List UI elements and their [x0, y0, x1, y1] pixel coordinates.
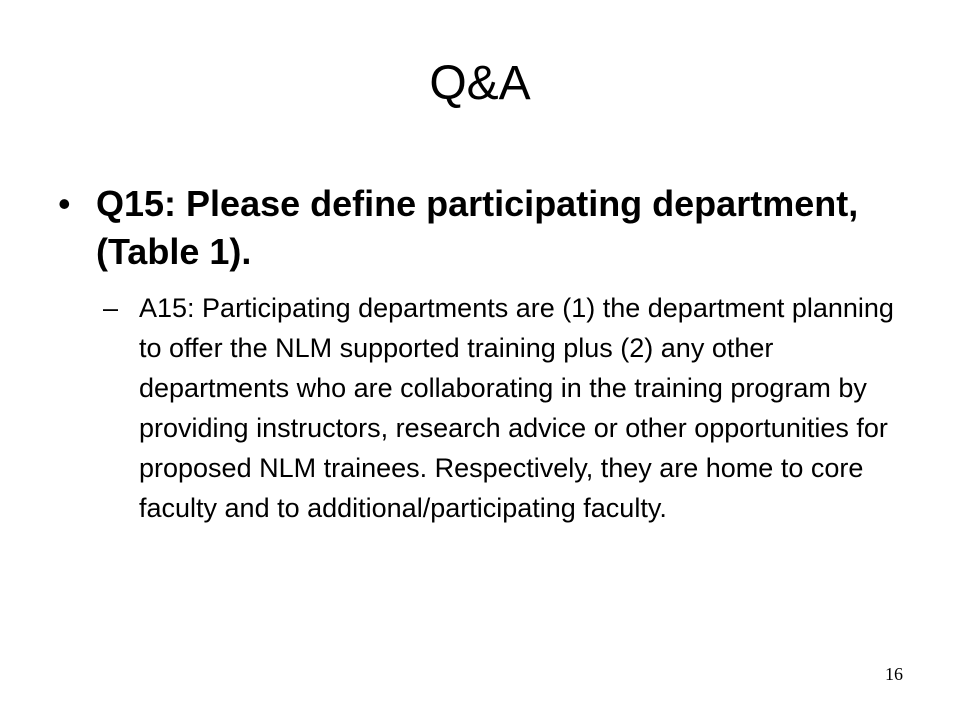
answer-text: A15: Participating departments are (1) the department planning to offer the NLM supported training plus (2) any other departments who are collaborating in the training program by providing instructors, research advice or other opportunities for proposed NLM trainees. Respectively, they are home to core faculty and to additional/participating faculty.	[139, 293, 894, 523]
dash-bullet-icon: –	[103, 293, 119, 323]
slide-title: Q&A	[429, 57, 531, 110]
bullet-icon: •	[58, 183, 71, 224]
answer-bullet-item	[103, 288, 903, 528]
page-number: 16	[885, 664, 903, 684]
question-bullet-item	[58, 180, 898, 276]
question-text: Q15: Please define participating department, (Table 1).	[96, 183, 859, 272]
